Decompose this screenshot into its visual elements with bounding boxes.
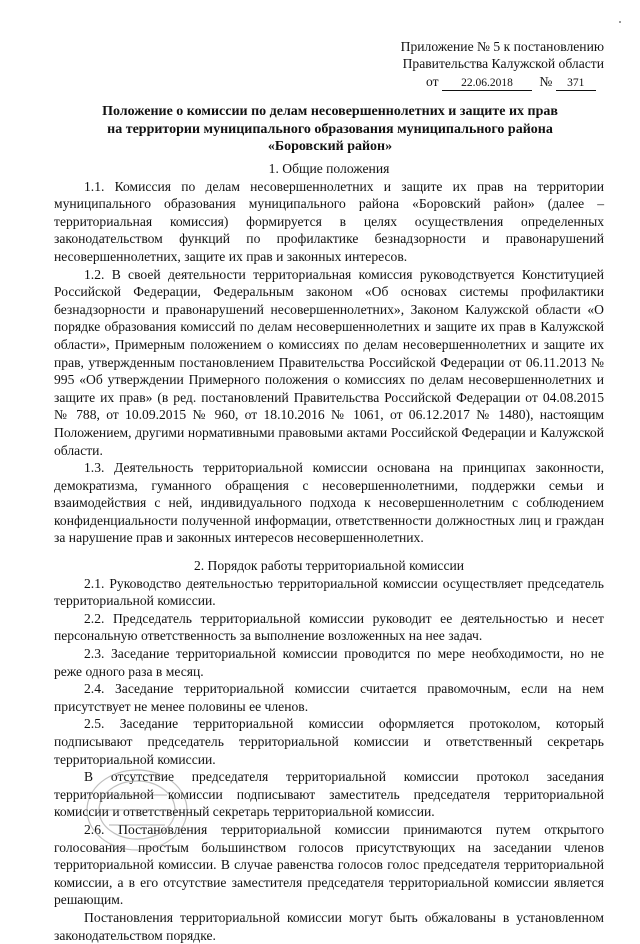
title-line-1: Положение о комиссии по делам несовершеннолетних и защите их прав — [102, 104, 558, 119]
paragraph-2-5: 2.5. Заседание территориальной комиссии оформляется протоколом, который подписывают председатель территориальной комиссии и ответственный секретарь территориальной комиссии. — [54, 716, 604, 767]
paragraph-1-1: 1.1. Комиссия по делам несовершеннолетних и защите их прав на территории муниципального образования муниципального района «Боровский район» (далее – территориальная комиссия) формируется в целях осуществления определенных законодательством функций по профилактике безнадзорности и правонарушений несовершеннолетних, защите их прав и законных интересов. — [54, 178, 604, 264]
paragraph-1-2: 1.2. В своей деятельности территориальная комиссия руководствуется Конституцией Российской Федерации, Федеральным законом «Об основах системы профилактики безнадзорности и правонарушений несовершеннолетних», Законом Калужской области «О порядке образования комиссий по делам несовершеннолетних и защите их прав в Калужской области», Примерным положением о комиссиях по делам несовершеннолетних и защите их прав, утвержденным постановлением Правительства Российской Федерации от 06.11.2013 № 995 «Об утверждении Примерного положения о комиссиях по делам несовершеннолетних и защите их прав» (в ред. постановлений Правительства Российской Федерации от 04.08.2015 № 788, от 10.09.2015 № 960, от 18.10.2016 № 1061, от 06.12.2017 № 1480), настоящим Положением, другими нормативными правовыми актами Российской Федерации и Калужской области. — [54, 266, 604, 458]
paragraph-2-6: 2.6. Постановления территориальной комиссии принимаются путем открытого голосования простым большинством голосов присутствующих на заседании членов территориальной комиссии. В случае равенства голосов голос председателя территориальной комиссии, а в его отсутствие заместителя председателя территориальной комиссии является решающим. — [54, 821, 604, 908]
appendix-line-2: Правительства Калужской области — [402, 56, 604, 71]
section-1-heading: 1. Общие положения — [268, 161, 390, 176]
paragraph-2-5-continued: В отсутствие председателя территориальной комиссии протокол заседания территориальной комиссии подписывают заместитель председателя территориальной комиссии и ответственный секретарь территориальной комиссии. — [54, 769, 604, 820]
appendix-header — [388, 38, 604, 91]
appendix-line-1: Приложение № 5 к постановлению — [400, 39, 604, 54]
decree-number: 371 — [556, 76, 596, 91]
title-line-3: «Боровский район» — [267, 139, 393, 154]
paragraph-2-1: 2.1. Руководство деятельностью территориальной комиссии осуществляет председатель территориальной комиссии. — [54, 575, 604, 609]
decree-date: 22.06.2018 — [442, 76, 532, 91]
document-title — [60, 103, 600, 156]
title-line-2: на территории муниципального образования муниципального района — [107, 121, 553, 137]
appendix-date-line — [388, 73, 604, 91]
scan-speck — [619, 21, 621, 23]
paragraph-2-4: 2.4. Заседание территориальной комиссии считается правомочным, если на нем присутствует не менее половины ее членов. — [54, 681, 604, 714]
from-label: от — [426, 74, 439, 89]
number-label: № — [539, 74, 553, 89]
paragraph-2-6-continued: Постановления территориальной комиссии могут быть обжалованы в установленном законодательством порядке. — [54, 909, 604, 943]
paragraph-2-2: 2.2. Председатель территориальной комиссии руководит ее деятельностью и несет персональную ответственность за выполнение возложенных на нее задач. — [54, 610, 604, 644]
section-2-heading: 2. Порядок работы территориальной комиссии — [193, 558, 465, 574]
document-body — [54, 160, 604, 944]
paragraph-2-3: 2.3. Заседание территориальной комиссии проводится по мере необходимости, но не реже одного раза в месяц. — [54, 646, 604, 679]
paragraph-1-3: 1.3. Деятельность территориальной комиссии основана на принципах законности, демократизма, гуманного обращения с несовершеннолетними, поддержки семьи и взаимодействия с ней, индивидуального подхода к несовершеннолетним с соблюдением конфиденциальности полученной информации, ответственности должностных лиц и граждан за нарушение прав и законных интересов несовершеннолетних. — [54, 460, 604, 546]
